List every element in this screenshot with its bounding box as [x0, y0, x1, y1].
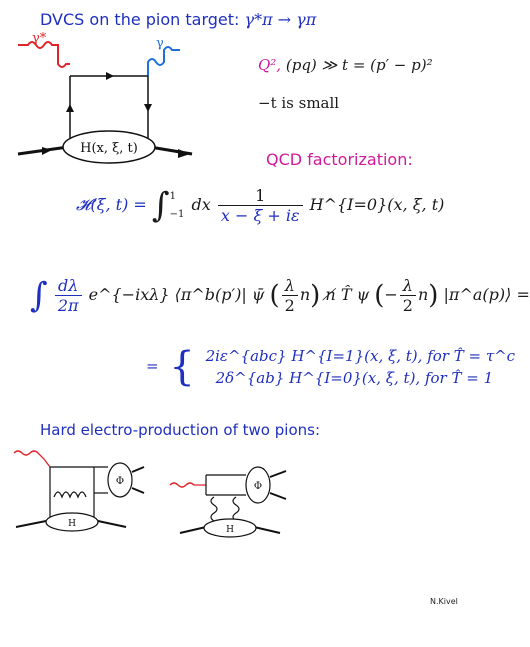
equals-sign: =: [146, 357, 159, 375]
virtual-photon-label: γ*: [32, 31, 47, 46]
arg2-fraction: [400, 276, 416, 315]
matrix-element-formula: ∫ $\frac{d\lambda}{2\pi}$ e^{−ixλ} ⟨π^b(p′)| ψ̄ ( $\frac{\lambda}{2}$ n) n̸ T̂ ψ (− $\frac{\lambda}{2}$ n) |π^a(p)⟩ =: [30, 275, 530, 316]
h-label: H: [226, 525, 234, 535]
case-rows: [206, 345, 516, 389]
isospin-cases: [146, 344, 515, 390]
upper-limit: 1: [169, 190, 177, 202]
frac-den: 2π: [55, 295, 82, 315]
integral-sign: ∫: [30, 275, 48, 316]
paren-open: (: [374, 280, 385, 311]
kinematics-condition: [258, 56, 493, 74]
qcd-factorization-label: QCD factorization:: [266, 150, 413, 169]
frac-den: 2: [400, 295, 416, 315]
title-prefix: DVCS on the pion target:: [40, 10, 240, 29]
gluon-line: [54, 492, 86, 497]
two-pion-diagrams: [10, 445, 340, 545]
real-photon-label: γ: [156, 36, 164, 51]
phi-label: Φ: [253, 481, 263, 492]
gluon-line: [233, 497, 239, 521]
lambda-measure: [55, 276, 82, 315]
light-cone-n: n: [299, 285, 311, 304]
gpd-isoscalar: H^{I=0}(x, ξ, t): [309, 195, 445, 214]
light-cone-n: n: [417, 285, 429, 304]
two-pion-diagram-left: [14, 451, 144, 531]
frac-num: λ: [284, 276, 295, 295]
phi-label: Φ: [115, 476, 125, 487]
amplitude-lhs: 𝓗(ξ, t) =: [76, 195, 147, 214]
frac-num: λ: [402, 276, 413, 295]
frac-den: x − ξ + iε: [218, 205, 303, 225]
kinematics-notes: [258, 56, 493, 112]
integral-limits: [170, 188, 185, 224]
title-process: γ*π → γπ: [244, 10, 317, 29]
q2-symbol: Q²,: [258, 56, 282, 74]
lower-limit: −1: [169, 208, 185, 220]
frac-num: dλ: [57, 276, 79, 295]
kinematics-relation: (pq) ≫ t = (p′ − p)²: [285, 56, 433, 74]
arrow-icon: [106, 72, 114, 80]
author-credit: N.Kivel: [430, 597, 458, 606]
operator-middle: n̸ T̂ ψ: [325, 285, 370, 304]
arrow-icon: [178, 149, 190, 158]
paren-close: ): [428, 280, 439, 311]
arrow-up-icon: [66, 104, 74, 112]
two-pion-diagram-right: [170, 467, 286, 537]
hard-production-label: Hard electro-production of two pions:: [40, 421, 320, 439]
integral-sign: ∫: [151, 185, 170, 226]
dx: dx: [191, 195, 211, 214]
ket-state: |π^a(p)⟩ =: [443, 285, 530, 304]
frac-den: 2: [282, 295, 298, 315]
amplitude-formula: [76, 186, 444, 225]
arg1-fraction: [282, 276, 298, 315]
dvcs-handbag-diagram: [10, 30, 210, 170]
frac-num: 1: [255, 186, 266, 205]
small-t-note: −t is small: [258, 94, 340, 112]
gpd-blob-label: H(x, ξ, t): [80, 141, 138, 156]
gluon-line: [211, 497, 217, 521]
arrow-down-icon: [144, 104, 152, 112]
real-photon-line: [148, 47, 180, 76]
paren-open: (: [269, 280, 280, 311]
slide-title: [40, 10, 316, 29]
case-isovector: 2iε^{abc} H^{I=1}(x, ξ, t), for T̂ = τ^c: [205, 347, 516, 365]
h-label: H: [68, 519, 76, 529]
exponential: e^{−ixλ}: [88, 285, 170, 304]
brace-icon: {: [169, 344, 195, 390]
bra-state: ⟨π^b(p′)| ψ̄: [174, 285, 265, 304]
case-isoscalar: 2δ^{ab} H^{I=0}(x, ξ, t), for T̂ = 1: [215, 369, 494, 387]
paren-close: ): [310, 280, 321, 311]
propagator-fraction: [218, 186, 303, 225]
